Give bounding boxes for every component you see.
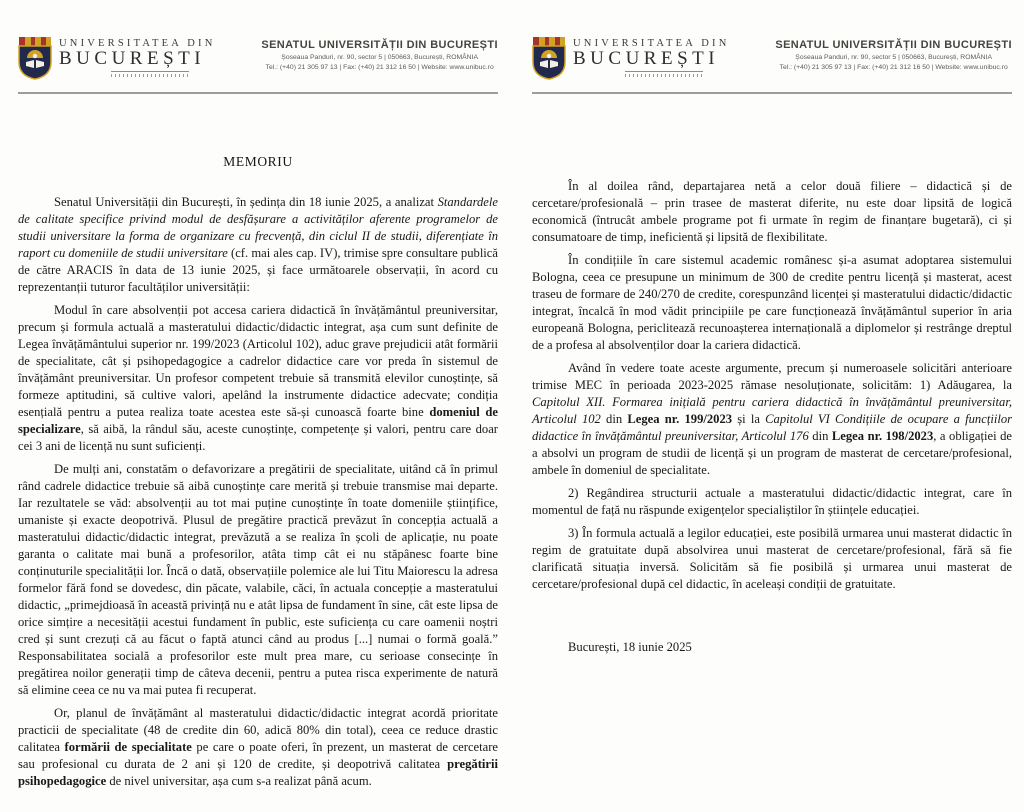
dateline: București, 18 iunie 2025 <box>568 640 692 654</box>
senate-address: Șoseaua Panduri, nr. 90, sector 5 | 050663, București, ROMÂNIA <box>281 54 479 61</box>
university-name-line1: UNIVERSITATEA DIN <box>573 38 730 49</box>
paragraph: De mulți ani, constatăm o defavorizare a pregătirii de specialitate, uitând că în primul rând cadrele didactice trebuie să aibă cunoștințe care merită și trebuie transmise mai departe. Iar rezultatele se văd: absolvenții au tot mai puține cunoștințe în toate domeniile științifice, umaniste și exacte deopotrivă. Plusul de pregătire practică prevăzut în concepția actuală a masteratului didactic/didactic integrat, prevăzută a se realiza în școli de aplicație, nu poate garanta o calitate mai bună a profesorilor, atâta timp cât ei nu stăpânesc foarte bine conținuturile specialității lor. Încă o dată, observațiile polemice ale lui Titu Maiorescu la adresa formelor fără fond se dovedesc, din păcate, valabile, căci, în actuala concepție a masteratului didactic, „primejdioasă în această privință nu e atât lipsa de fundament în sine, cât este lipsa de orice simțire a necesității acestui fundament în public, este suficiența cu care oamenii noștri cred și sunt crezuți că au făcut o faptă atunci când au produs [...] numai o formă goală.” Responsabilitatea socială a profesorilor este mult prea mare, cu serioase consecințe în pregătirea noilor generații timp de câteva decenii, pentru a putea risca experimente de natură să elimine ceea ce nu va mai putea fi recuperat. <box>18 462 498 697</box>
senate-title: SENATUL UNIVERSITĂȚII DIN BUCUREȘTI <box>261 39 498 51</box>
university-name-line2: BUCUREȘTI <box>59 48 206 69</box>
page2-body <box>532 178 1012 656</box>
senate-header-block <box>261 36 498 71</box>
page-header <box>18 36 498 94</box>
senate-header-block <box>775 36 1012 71</box>
university-brand <box>532 36 730 80</box>
paragraph: Modul în care absolvenții pot accesa cariera didactică în învățământul preuniversitar, precum și formula actuală a masteratului didactic/didactic integrat, așa cum sunt definite de Legea învățământului superior nr. 199/2023 (Articolul 102), aduc grave prejudicii atât formării de specialitate, cât și psihopedagogice a cadrelor didactice care vor preda în sistemul de învățământ preuniversitar. Un profesor competent trebuie să transmită elevilor cunoștințe, să formeze aptitudini, să cultive valori, apelând la instrumente didactice adecvate; condiția esențială pentru a putea realiza toate acestea este să-și cunoască foarte bine domeniul de specializare, să aibă, la rândul său, aceste cunoștințe, competențe și valori, pentru care doar cei 3 ani de licență nu sunt suficienți. <box>18 303 498 453</box>
ub-crest-icon <box>18 36 52 80</box>
university-wordmark <box>573 36 730 77</box>
paragraph: 3) În formula actuală a legilor educației, este posibilă urmarea unui masterat didactic în regim de gratuitate după absolvirea unui masterat de cercetare/profesional, fără să fie clarificată situația inversă. Solicităm să fie posibilă și urmarea unui masterat de cercetare/profesional după cel didactic, în aceleași condiții de gratuitate. <box>532 526 1012 591</box>
university-name-line1: UNIVERSITATEA DIN <box>59 38 216 49</box>
university-wordmark <box>59 36 216 77</box>
paragraph: 2) Regândirea structurii actuale a masteratului didactic/didactic integrat, care în momentul de față nu răspunde exigențelor specialiștilor în științele educației. <box>532 486 1012 517</box>
paragraph: Având în vedere toate aceste argumente, precum și numeroasele solicitări anterioare trimise MEC în perioada 2023-2025 rămase nesoluționate, solicităm: 1) Adăugarea, la Capitolul XII. Formarea inițială pentru cariera didactică în învățământul preuniversitar, Articolul 102 din Legea nr. 199/2023 și la Capitolul VI Condițiile de ocupare a funcțiilor didactice în învățământul preuniversitar, Articolul 176 din Legea nr. 198/2023, a obligației de a absolvi un program de studii de licență și un program de masterat de cercetare/profesional, ambele în domeniul de specialitate. <box>532 361 1013 477</box>
senate-title: SENATUL UNIVERSITĂȚII DIN BUCUREȘTI <box>775 39 1012 51</box>
senate-contact: Tel.: (+40) 21 305 97 13 | Fax: (+40) 21 312 16 50 | Website: www.unibuc.ro <box>779 64 1008 71</box>
page1-body <box>18 194 498 790</box>
memo-title: MEMORIU <box>223 154 293 169</box>
logo-motto-rule <box>625 71 703 77</box>
paragraph: În condițiile în care sistemul academic românesc și-a asumat adoptarea sistemului Bologna, ceea ce presupune un minimum de 300 de credite pentru licență și masterat, acest traseu de formare de 240/270 de credite, corespunzând licenței și masteratului didactic/didactic integrat, încalcă în mod vădit principiile pe care funcționează învățământul superior în aria europeană Bologna, periclitează recunoașterea internațională a diplomelor și restrânge dreptul de a profesa al absolvenților doar la cariera didactică. <box>532 253 1012 352</box>
university-brand <box>18 36 216 80</box>
senate-contact: Tel.: (+40) 21 305 97 13 | Fax: (+40) 21 312 16 50 | Website: www.unibuc.ro <box>265 64 494 71</box>
page-header <box>532 36 1012 94</box>
paragraph: Senatul Universității din București, în ședința din 18 iunie 2025, a analizat Standardele de calitate specifice privind modul de desfășurare a activităților aferente programelor de studii universitare la forma de organizare cu frecvență, din ciclul II de studii, diferențiate în raport cu domeniile de studii universitare (cf. mai ales cap. IV), trimise spre consultare publică de către ARACIS în data de 13 iunie 2025, și face următoarele observații, în acord cu reprezentanții tuturor facultăților universității: <box>18 195 498 294</box>
senate-address: Șoseaua Panduri, nr. 90, sector 5 | 050663, București, ROMÂNIA <box>795 54 993 61</box>
university-name-line2: BUCUREȘTI <box>573 48 720 69</box>
logo-motto-rule <box>111 71 189 77</box>
paragraph: În al doilea rând, departajarea netă a celor două filiere – didactică și de cercetare/profesională – prin trasee de masterat diferite, nu este doar lipsită de logică economică (întrucât ambele programe pot fi urmate în regim de finanțare bugetară), ci și consumatoare de timp, ineficientă și lipsită de flexibilitate. <box>532 179 1012 244</box>
page-2 <box>512 0 1024 812</box>
ub-crest-icon <box>532 36 566 80</box>
paragraph: Or, planul de învățământ al masteratului didactic/didactic integrat acordă prioritate practicii de specialitate (48 de credite din 60, adică 80% din total), ceea ce reduce drastic calitatea formării de specialitate pe care o poate oferi, în prezent, un masterat de cercetare sau profesional cu durata de 2 ani și 120 de credite, și deopotrivă calitatea pregătirii psihopedagogice de nivel universitar, așa cum s-a realizat până acum. <box>18 706 498 788</box>
